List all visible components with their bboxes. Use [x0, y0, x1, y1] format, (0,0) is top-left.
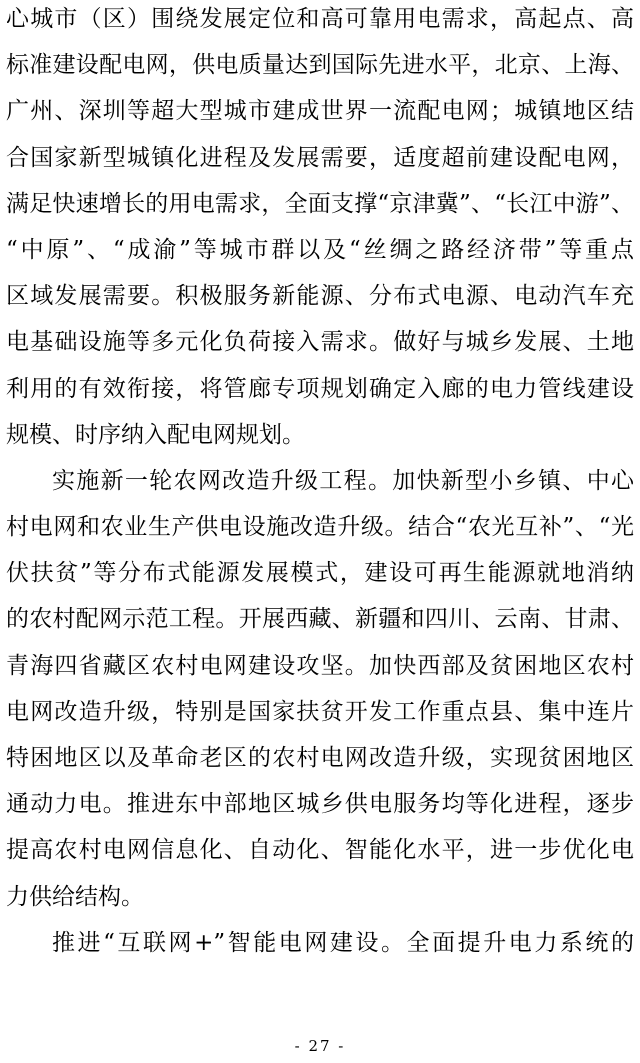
text-line: 电网改造升级，特别是国家扶贫开发工作重点县、集中连片: [6, 698, 634, 725]
text-line: 提高农村电网信息化、自动化、智能化水平，进一步优化电: [6, 837, 634, 864]
paragraph-heading-line: 推进“互联网+”智能电网建设。全面提升电力系统的: [52, 929, 634, 956]
text-line: 的农村配网示范工程。开展西藏、新疆和四川、云南、甘肃、: [6, 606, 634, 633]
text-line: 村电网和农业生产供电设施改造升级。结合“农光互补”、“光: [6, 514, 634, 541]
document-body: [6, 0, 634, 970]
text-line: 特困地区以及革命老区的农村电网改造升级，实现贫困地区: [6, 745, 634, 771]
text-line: 标准建设配电网，供电质量达到国际先进水平，北京、上海、: [6, 52, 634, 79]
text-line: 青海四省藏区农村电网建设攻坚。加快西部及贫困地区农村: [6, 652, 634, 679]
page-number: - 27 -: [294, 1037, 346, 1055]
paragraph-heading-line: 实施新一轮农网改造升级工程。加快新型小乡镇、中心: [52, 467, 634, 494]
text-line: 通动力电。推进东中部地区城乡供电服务均等化进程，逐步: [6, 791, 634, 818]
text-line: 电基础设施等多元化负荷接入需求。做好与城乡发展、土地: [6, 329, 634, 356]
text-line: 合国家新型城镇化进程及发展需要，适度超前建设配电网，: [6, 144, 634, 171]
text-line: “中原”、“成渝”等城市群以及“丝绸之路经济带”等重点: [6, 236, 634, 263]
text-line: 力供给结构。: [6, 883, 144, 910]
text-line: 广州、深圳等超大型城市建成世界一流配电网；城镇地区结: [6, 98, 634, 125]
text-line: 规模、时序纳入配电网规划。: [6, 421, 305, 448]
text-line: 伏扶贫”等分布式能源发展模式，建设可再生能源就地消纳: [6, 560, 634, 587]
text-line: 满足快速增长的用电需求，全面支撑“京津冀”、“长江中游”、: [6, 190, 634, 217]
text-line: 利用的有效衔接，将管廊专项规划确定入廊的电力管线建设: [6, 375, 634, 402]
text-line: 心城市（区）围绕发展定位和高可靠用电需求，高起点、高: [6, 6, 634, 32]
text-line: 区域发展需要。积极服务新能源、分布式电源、电动汽车充: [6, 283, 634, 310]
